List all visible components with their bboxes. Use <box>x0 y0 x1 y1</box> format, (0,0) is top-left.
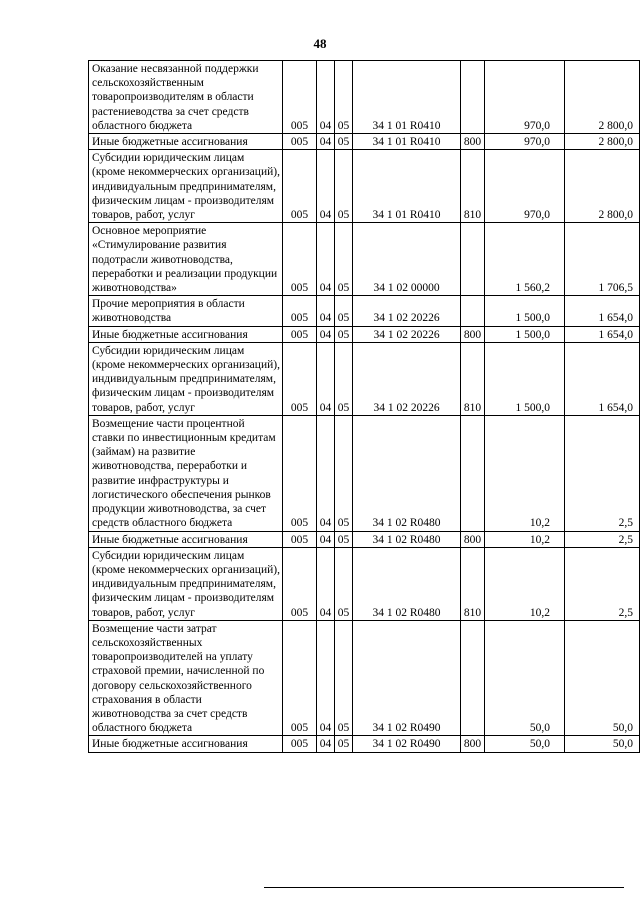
row-grbs-code: 005 <box>283 150 317 223</box>
table-row <box>89 61 640 134</box>
row-grbs-code: 005 <box>283 61 317 134</box>
row-section-code: 04 <box>317 547 335 620</box>
row-grbs-code: 005 <box>283 296 317 326</box>
row-name: Возмещение части затрат сельскохозяйственных товаропроизводителей на уплату страховой премии, начисленной по договору сельскохозяйственного страхования в области животноводства за счет средств областного бюджета <box>89 620 283 736</box>
footer-rule <box>264 887 624 888</box>
row-section-code: 04 <box>317 531 335 547</box>
row-section-code: 04 <box>317 342 335 415</box>
row-expense-type-code: 800 <box>461 736 485 752</box>
table-row <box>89 326 640 342</box>
table-row <box>89 415 640 531</box>
row-amount-2: 2 800,0 <box>565 134 640 150</box>
row-subsection-code: 05 <box>335 547 353 620</box>
row-target-article-code: 34 1 02 R0480 <box>353 415 461 531</box>
row-name: Иные бюджетные ассигнования <box>89 326 283 342</box>
row-target-article-code: 34 1 02 00000 <box>353 223 461 296</box>
row-target-article-code: 34 1 02 20226 <box>353 326 461 342</box>
row-grbs-code: 005 <box>283 326 317 342</box>
table-row <box>89 296 640 326</box>
row-target-article-code: 34 1 02 20226 <box>353 296 461 326</box>
row-name: Прочие мероприятия в области животноводства <box>89 296 283 326</box>
row-subsection-code: 05 <box>335 134 353 150</box>
table-row <box>89 620 640 736</box>
table-row <box>89 223 640 296</box>
row-section-code: 04 <box>317 61 335 134</box>
row-target-article-code: 34 1 02 R0490 <box>353 620 461 736</box>
row-subsection-code: 05 <box>335 531 353 547</box>
row-target-article-code: 34 1 01 R0410 <box>353 150 461 223</box>
row-grbs-code: 005 <box>283 415 317 531</box>
page-number: 48 <box>313 36 327 51</box>
row-amount-1: 1 500,0 <box>485 342 565 415</box>
row-amount-1: 50,0 <box>485 736 565 752</box>
row-subsection-code: 05 <box>335 223 353 296</box>
row-amount-2: 2,5 <box>565 547 640 620</box>
row-amount-1: 1 500,0 <box>485 296 565 326</box>
row-amount-1: 970,0 <box>485 134 565 150</box>
row-name: Субсидии юридическим лицам (кроме некоммерческих организаций), индивидуальным предпринимателям, физическим лицам - производителям товаров, работ, услуг <box>89 547 283 620</box>
row-section-code: 04 <box>317 620 335 736</box>
table-row <box>89 547 640 620</box>
row-amount-1: 1 560,2 <box>485 223 565 296</box>
row-subsection-code: 05 <box>335 736 353 752</box>
row-section-code: 04 <box>317 223 335 296</box>
row-name: Возмещение части процентной ставки по инвестиционным кредитам (займам) на развитие животноводства, переработки и развитие инфраструктуры и логистического обеспечения рынков продукции животноводства, за счет средств областного бюджета <box>89 415 283 531</box>
row-expense-type-code: 810 <box>461 150 485 223</box>
row-target-article-code: 34 1 02 R0480 <box>353 547 461 620</box>
row-subsection-code: 05 <box>335 620 353 736</box>
row-grbs-code: 005 <box>283 342 317 415</box>
row-section-code: 04 <box>317 736 335 752</box>
row-name: Оказание несвязанной поддержки сельскохозяйственным товаропроизводителям в области растениеводства за счет средств областного бюджета <box>89 61 283 134</box>
row-grbs-code: 005 <box>283 223 317 296</box>
row-amount-2: 1 654,0 <box>565 296 640 326</box>
table-row <box>89 531 640 547</box>
row-amount-2: 50,0 <box>565 736 640 752</box>
row-expense-type-code: 800 <box>461 134 485 150</box>
row-target-article-code: 34 1 02 R0480 <box>353 531 461 547</box>
row-name: Основное мероприятие «Стимулирование развития подотрасли животноводства, переработки и реализации продукции животноводства» <box>89 223 283 296</box>
row-grbs-code: 005 <box>283 134 317 150</box>
row-expense-type-code <box>461 223 485 296</box>
row-subsection-code: 05 <box>335 61 353 134</box>
row-expense-type-code <box>461 415 485 531</box>
row-amount-1: 970,0 <box>485 61 565 134</box>
row-amount-2: 1 654,0 <box>565 326 640 342</box>
row-section-code: 04 <box>317 326 335 342</box>
row-expense-type-code: 810 <box>461 342 485 415</box>
row-grbs-code: 005 <box>283 531 317 547</box>
row-amount-1: 10,2 <box>485 531 565 547</box>
row-section-code: 04 <box>317 415 335 531</box>
row-grbs-code: 005 <box>283 547 317 620</box>
row-section-code: 04 <box>317 296 335 326</box>
row-expense-type-code: 800 <box>461 531 485 547</box>
row-expense-type-code <box>461 61 485 134</box>
row-subsection-code: 05 <box>335 415 353 531</box>
row-name: Субсидии юридическим лицам (кроме некоммерческих организаций), индивидуальным предпринимателям, физическим лицам - производителям товаров, работ, услуг <box>89 342 283 415</box>
row-expense-type-code: 810 <box>461 547 485 620</box>
budget-table-body <box>89 61 640 753</box>
row-expense-type-code <box>461 296 485 326</box>
table-row <box>89 736 640 752</box>
row-amount-1: 10,2 <box>485 547 565 620</box>
row-expense-type-code <box>461 620 485 736</box>
row-expense-type-code: 800 <box>461 326 485 342</box>
row-amount-1: 970,0 <box>485 150 565 223</box>
row-name: Иные бюджетные ассигнования <box>89 134 283 150</box>
row-amount-2: 2,5 <box>565 531 640 547</box>
row-name: Субсидии юридическим лицам (кроме некоммерческих организаций), индивидуальным предпринимателям, физическим лицам - производителям товаров, работ, услуг <box>89 150 283 223</box>
row-subsection-code: 05 <box>335 342 353 415</box>
row-grbs-code: 005 <box>283 736 317 752</box>
row-grbs-code: 005 <box>283 620 317 736</box>
row-name: Иные бюджетные ассигнования <box>89 531 283 547</box>
row-section-code: 04 <box>317 150 335 223</box>
table-row <box>89 150 640 223</box>
row-section-code: 04 <box>317 134 335 150</box>
row-subsection-code: 05 <box>335 296 353 326</box>
row-amount-1: 1 500,0 <box>485 326 565 342</box>
row-amount-2: 2 800,0 <box>565 61 640 134</box>
row-amount-1: 10,2 <box>485 415 565 531</box>
row-amount-1: 50,0 <box>485 620 565 736</box>
row-name: Иные бюджетные ассигнования <box>89 736 283 752</box>
row-subsection-code: 05 <box>335 150 353 223</box>
row-amount-2: 2 800,0 <box>565 150 640 223</box>
row-amount-2: 2,5 <box>565 415 640 531</box>
table-row <box>89 134 640 150</box>
row-amount-2: 1 706,5 <box>565 223 640 296</box>
row-amount-2: 50,0 <box>565 620 640 736</box>
row-target-article-code: 34 1 02 R0490 <box>353 736 461 752</box>
row-target-article-code: 34 1 02 20226 <box>353 342 461 415</box>
table-row <box>89 342 640 415</box>
row-subsection-code: 05 <box>335 326 353 342</box>
row-amount-2: 1 654,0 <box>565 342 640 415</box>
budget-table <box>88 60 640 753</box>
row-target-article-code: 34 1 01 R0410 <box>353 134 461 150</box>
row-target-article-code: 34 1 01 R0410 <box>353 61 461 134</box>
